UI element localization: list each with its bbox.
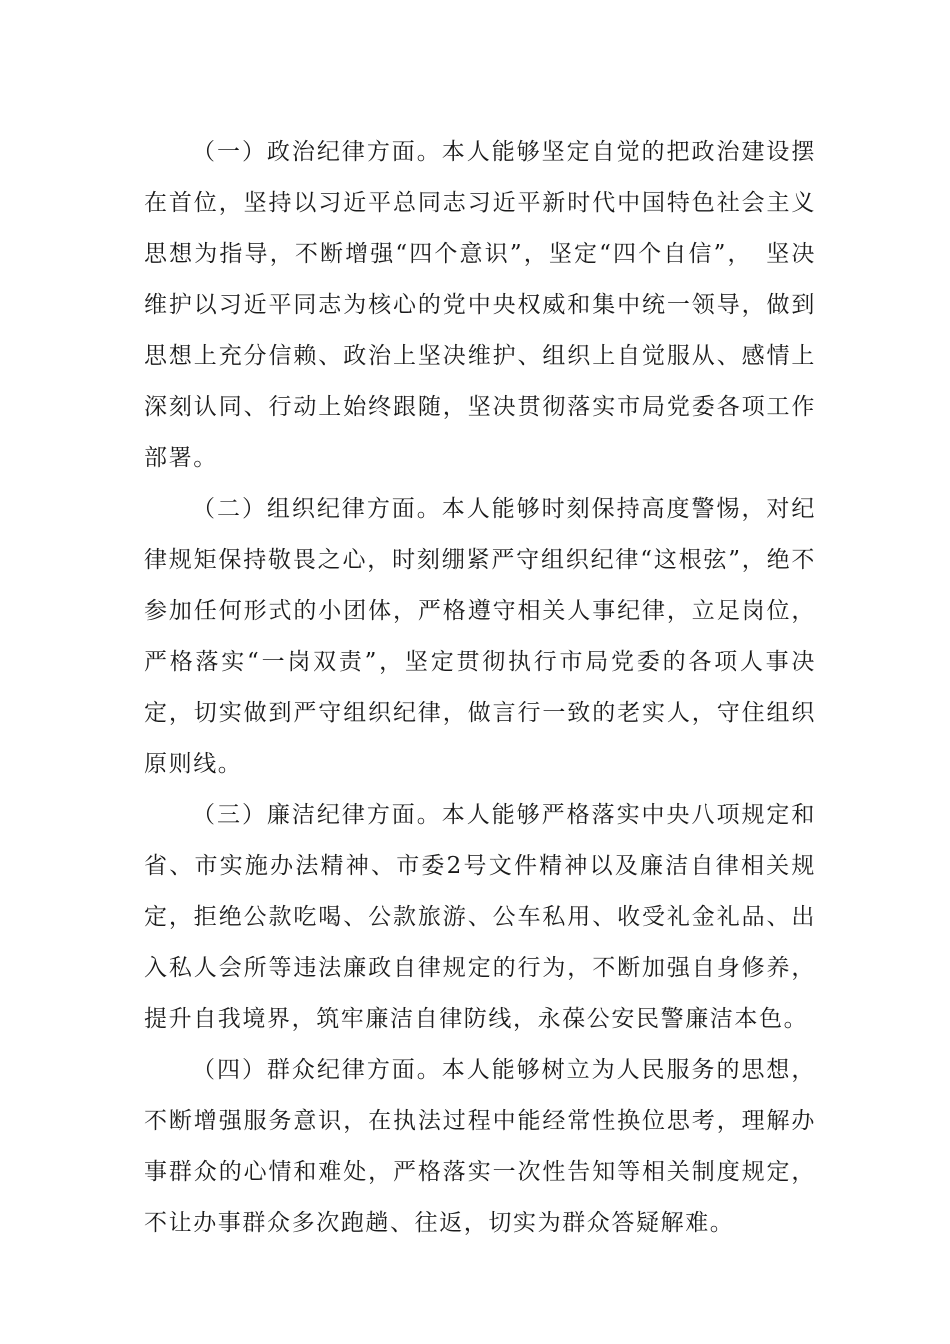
paragraph-mass-discipline: （四）群众纪律方面。本人能够树立为人民服务的思想，不断增强服务意识，在执法过程中能经常性换位思考，理解办事群众的心情和难处，严格落实一次性告知等相关制度规定，不让办事群众多次跑趟、往返，切实为群众答疑解难。 [144,1057,816,1236]
paragraph-political-discipline: （一）政治纪律方面。本人能够坚定自觉的把政治建设摆在首位，坚持以习近平总同志习近平新时代中国特色社会主义思想为指导，不断增强“四个意识”，坚定“四个自信”， 坚决维护以习近平同志为核心的党中央权威和集中统一领导，做到思想上充分信赖、政治上坚决维护、组织上自觉服从、感情上深刻认同、行动上始终跟随，坚决贯彻落实市局党委各项工作部署。 [144,139,816,471]
paragraph-integrity-discipline: （三）廉洁纪律方面。本人能够严格落实中央八项规定和省、市实施办法精神、市委2号文件精神以及廉洁自律相关规定，拒绝公款吃喝、公款旅游、公车私用、收受礼金礼品、出入私人会所等违法廉政自律规定的行为，不断加强自身修养，提升自我境界，筑牢廉洁自律防线，永葆公安民警廉洁本色。 [144,802,816,1032]
document-body [144,127,816,1249]
paragraph-organizational-discipline: （二）组织纪律方面。本人能够时刻保持高度警惕，对纪律规矩保持敬畏之心，时刻绷紧严守组织纪律“这根弦”，绝不参加任何形式的小团体，严格遵守相关人事纪律，立足岗位，严格落实“一岗双责”，坚定贯彻执行市局党委的各项人事决定，切实做到严守组织纪律，做言行一致的老实人，守住组织原则线。 [144,496,816,777]
